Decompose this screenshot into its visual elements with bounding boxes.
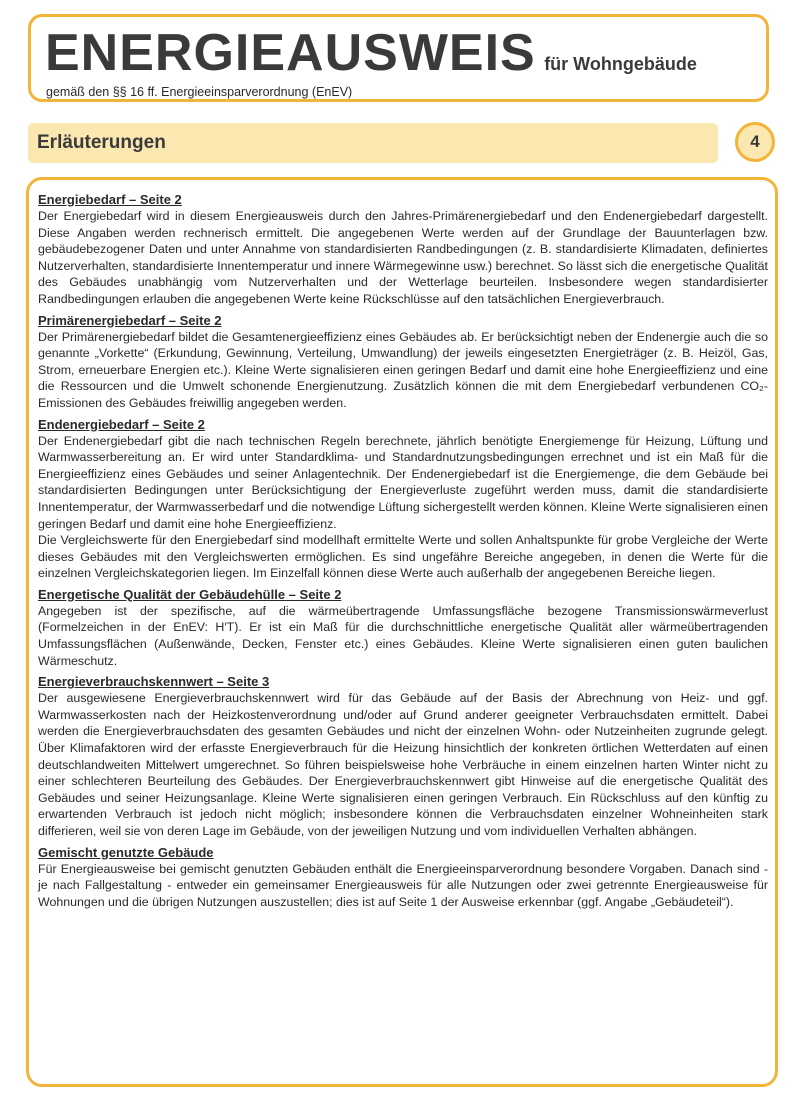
document-subtitle: für Wohngebäude <box>544 54 697 74</box>
section-paragraph: Der Primärenergiebedarf bildet die Gesamtenergieeffizienz eines Gebäudes ab. Er berücksichtigt neben der Endenergie auch die so genannte „Vorkette“ (Erkundung, Gewinnung, Verteilung, Umwandlung) der jeweils eingesetzten Energieträger (z. B. Heizöl, Gas, Strom, erneuerbare Energien etc.). Kleine Werte signalisieren einen geringen Bedarf und damit eine hohe Energieeffizienz und eine die Ressourcen und die Umwelt schonende Energienutzung. Zusätzlich können die mit dem Energiebedarf verbundenen CO₂-Emissionen des Gebäudes freiwillig angegeben werden. <box>38 329 768 410</box>
section-paragraph: Der ausgewiesene Energieverbrauchskennwert wird für das Gebäude auf der Basis der Abrechnung von Heiz- und ggf. Warmwasserkosten nach der Heizkostenverordnung und/oder auf Grund anderer geeigneter Verbrauchsdaten ermittelt. Dabei werden die Energieverbrauchsdaten des gesamten Gebäudes und nicht der einzelnen Wohn- oder Nutzeinheiten zugrunde gelegt. Über Klimafaktoren wird der erfasste Energieverbrauch für die Heizung hinsichtlich der konkreten örtlichen Wetterdaten auf einen deutschlandweiten Mittelwert umgerechnet. So führen beispielsweise hohe Verbräuche in einem einzelnen harten Winter nicht zu einer schlechteren Beurteilung des Gebäudes. Der Energieverbrauchskennwert gibt Hinweise auf die energetische Qualität des Gebäudes und seiner Heizungsanlage. Kleine Werte signalisieren einen geringen Verbrauch. Ein Rückschluss auf den künftig zu erwartenden Verbrauch ist jedoch nicht möglich; insbesondere können die Verbrauchsdaten einzelner Wohneinheiten stark differieren, weil sie von deren Lage im Gebäude, von der jeweiligen Nutzung und vom individuellen Verhalten abhängen. <box>38 691 768 838</box>
section-paragraph: Für Energieausweise bei gemischt genutzten Gebäuden enthält die Energieeinsparverordnung besondere Vorgaben. Danach sind - je nach Fallgestaltung - entweder ein gemeinsamer Energieausweis für alle Nutzungen oder zwei getrennte Energieausweise für Wohnungen und die übrigen Nutzungen auszustellen; dies ist auf Seite 1 der Ausweise erkennbar (ggf. Angabe „Gebäudeteil“). <box>38 861 768 909</box>
section-primaerenergiebedarf <box>38 313 768 412</box>
explanations-content <box>38 192 768 915</box>
section-heading: Gemischt genutzte Gebäude <box>38 844 214 860</box>
section-paragraph: Angegeben ist der spezifische, auf die wärmeübertragende Umfassungsfläche bezogene Transmissionswärmeverlust (Formelzeichen in der EnEV: H′T). Er ist ein Maß für die durchschnittliche energetische Qualität aller wärmeübertragenden Umfassungsflächen (Außenwände, Decken, Fenster etc.) eines Gebäudes. Kleine Werte signalisieren einen guten baulichen Wärmeschutz. <box>38 603 768 668</box>
document-header <box>28 14 769 102</box>
section-paragraph: Der Endenergiebedarf gibt die nach technischen Regeln berechnete, jährlich benötigte Energiemenge für Heizung, Lüftung und Warmwasserbereitung an. Er wird unter Standardklima- und Standardnutzungsbedingungen errechnet und ist ein Maß für die Energieeffizienz eines Gebäudes und seiner Anlagentechnik. Der Endenergiebedarf ist die Energiemenge, die dem Gebäude bei standardisierten Bedingungen unter Berücksichtigung der Energieverluste zugeführt werden muss, damit die standardisierte Innentemperatur, der Warmwasserbedarf und die notwendige Lüftung sichergestellt werden können. Kleine Werte signalisieren einen geringen Bedarf und damit eine hohe Energieeffizienz. <box>38 433 768 531</box>
section-gebaeudehuelle <box>38 587 768 669</box>
section-heading: Energetische Qualität der Gebäudehülle – Seite 2 <box>38 586 342 602</box>
page-number-badge: 4 <box>735 122 775 162</box>
explanations-panel <box>26 177 778 1087</box>
section-paragraph: Der Energiebedarf wird in diesem Energieausweis durch den Jahres-Primärenergiebedarf und den Endenergiebedarf dargestellt. Diese Angaben werden rechnerisch ermittelt. Die angegebenen Werte werden auf der Grundlage der Bauunterlagen bzw. gebäudebezogener Daten und unter Annahme von standardisierten Randbedingungen (z. B. standardisierte Klimadaten, definiertes Nutzerverhalten, standardisierte Innentemperatur und innere Wärmegewinne usw.) berechnet. So lässt sich die energetische Qualität des Gebäudes unabhängig vom Nutzerverhalten und der Wetterlage beurteilen. Insbesondere wegen standardisierter Randbedingungen erlauben die angegebenen Werte keine Rückschlüsse auf den tatsächlichen Energieverbrauch. <box>38 209 768 306</box>
section-heading: Endenergiebedarf – Seite 2 <box>38 416 205 432</box>
section-heading: Energiebedarf – Seite 2 <box>38 192 182 207</box>
regulation-reference: gemäß den §§ 16 ff. Energieeinsparverordnung (EnEV) <box>46 85 353 99</box>
section-heading: Primärenergiebedarf – Seite 2 <box>38 312 222 328</box>
document-title: ENERGIEAUSWEIS <box>45 24 536 82</box>
section-energiebedarf <box>38 192 768 308</box>
section-paragraph: Die Vergleichswerte für den Energiebedarf sind modellhaft ermittelte Werte und sollen Anhaltspunkte für grobe Vergleiche der Werte dieses Gebäudes mit den Vergleichswerten ermöglichen. Es sind ungefähre Bereiche angegeben, in denen die Werte für die einzelnen Vergleichskategorien liegen. Im Einzelfall können diese Werte auch außerhalb der angegebenen Bereiche liegen. <box>38 533 768 581</box>
section-endenergiebedarf <box>38 417 768 582</box>
section-gemischt-genutzte-gebaeude <box>38 845 768 911</box>
title-row <box>45 25 697 81</box>
section-heading: Energieverbrauchskennwert – Seite 3 <box>38 674 270 690</box>
section-title: Erläuterungen <box>37 132 166 153</box>
section-bar <box>28 123 718 163</box>
section-energieverbrauchskennwert <box>38 674 768 839</box>
